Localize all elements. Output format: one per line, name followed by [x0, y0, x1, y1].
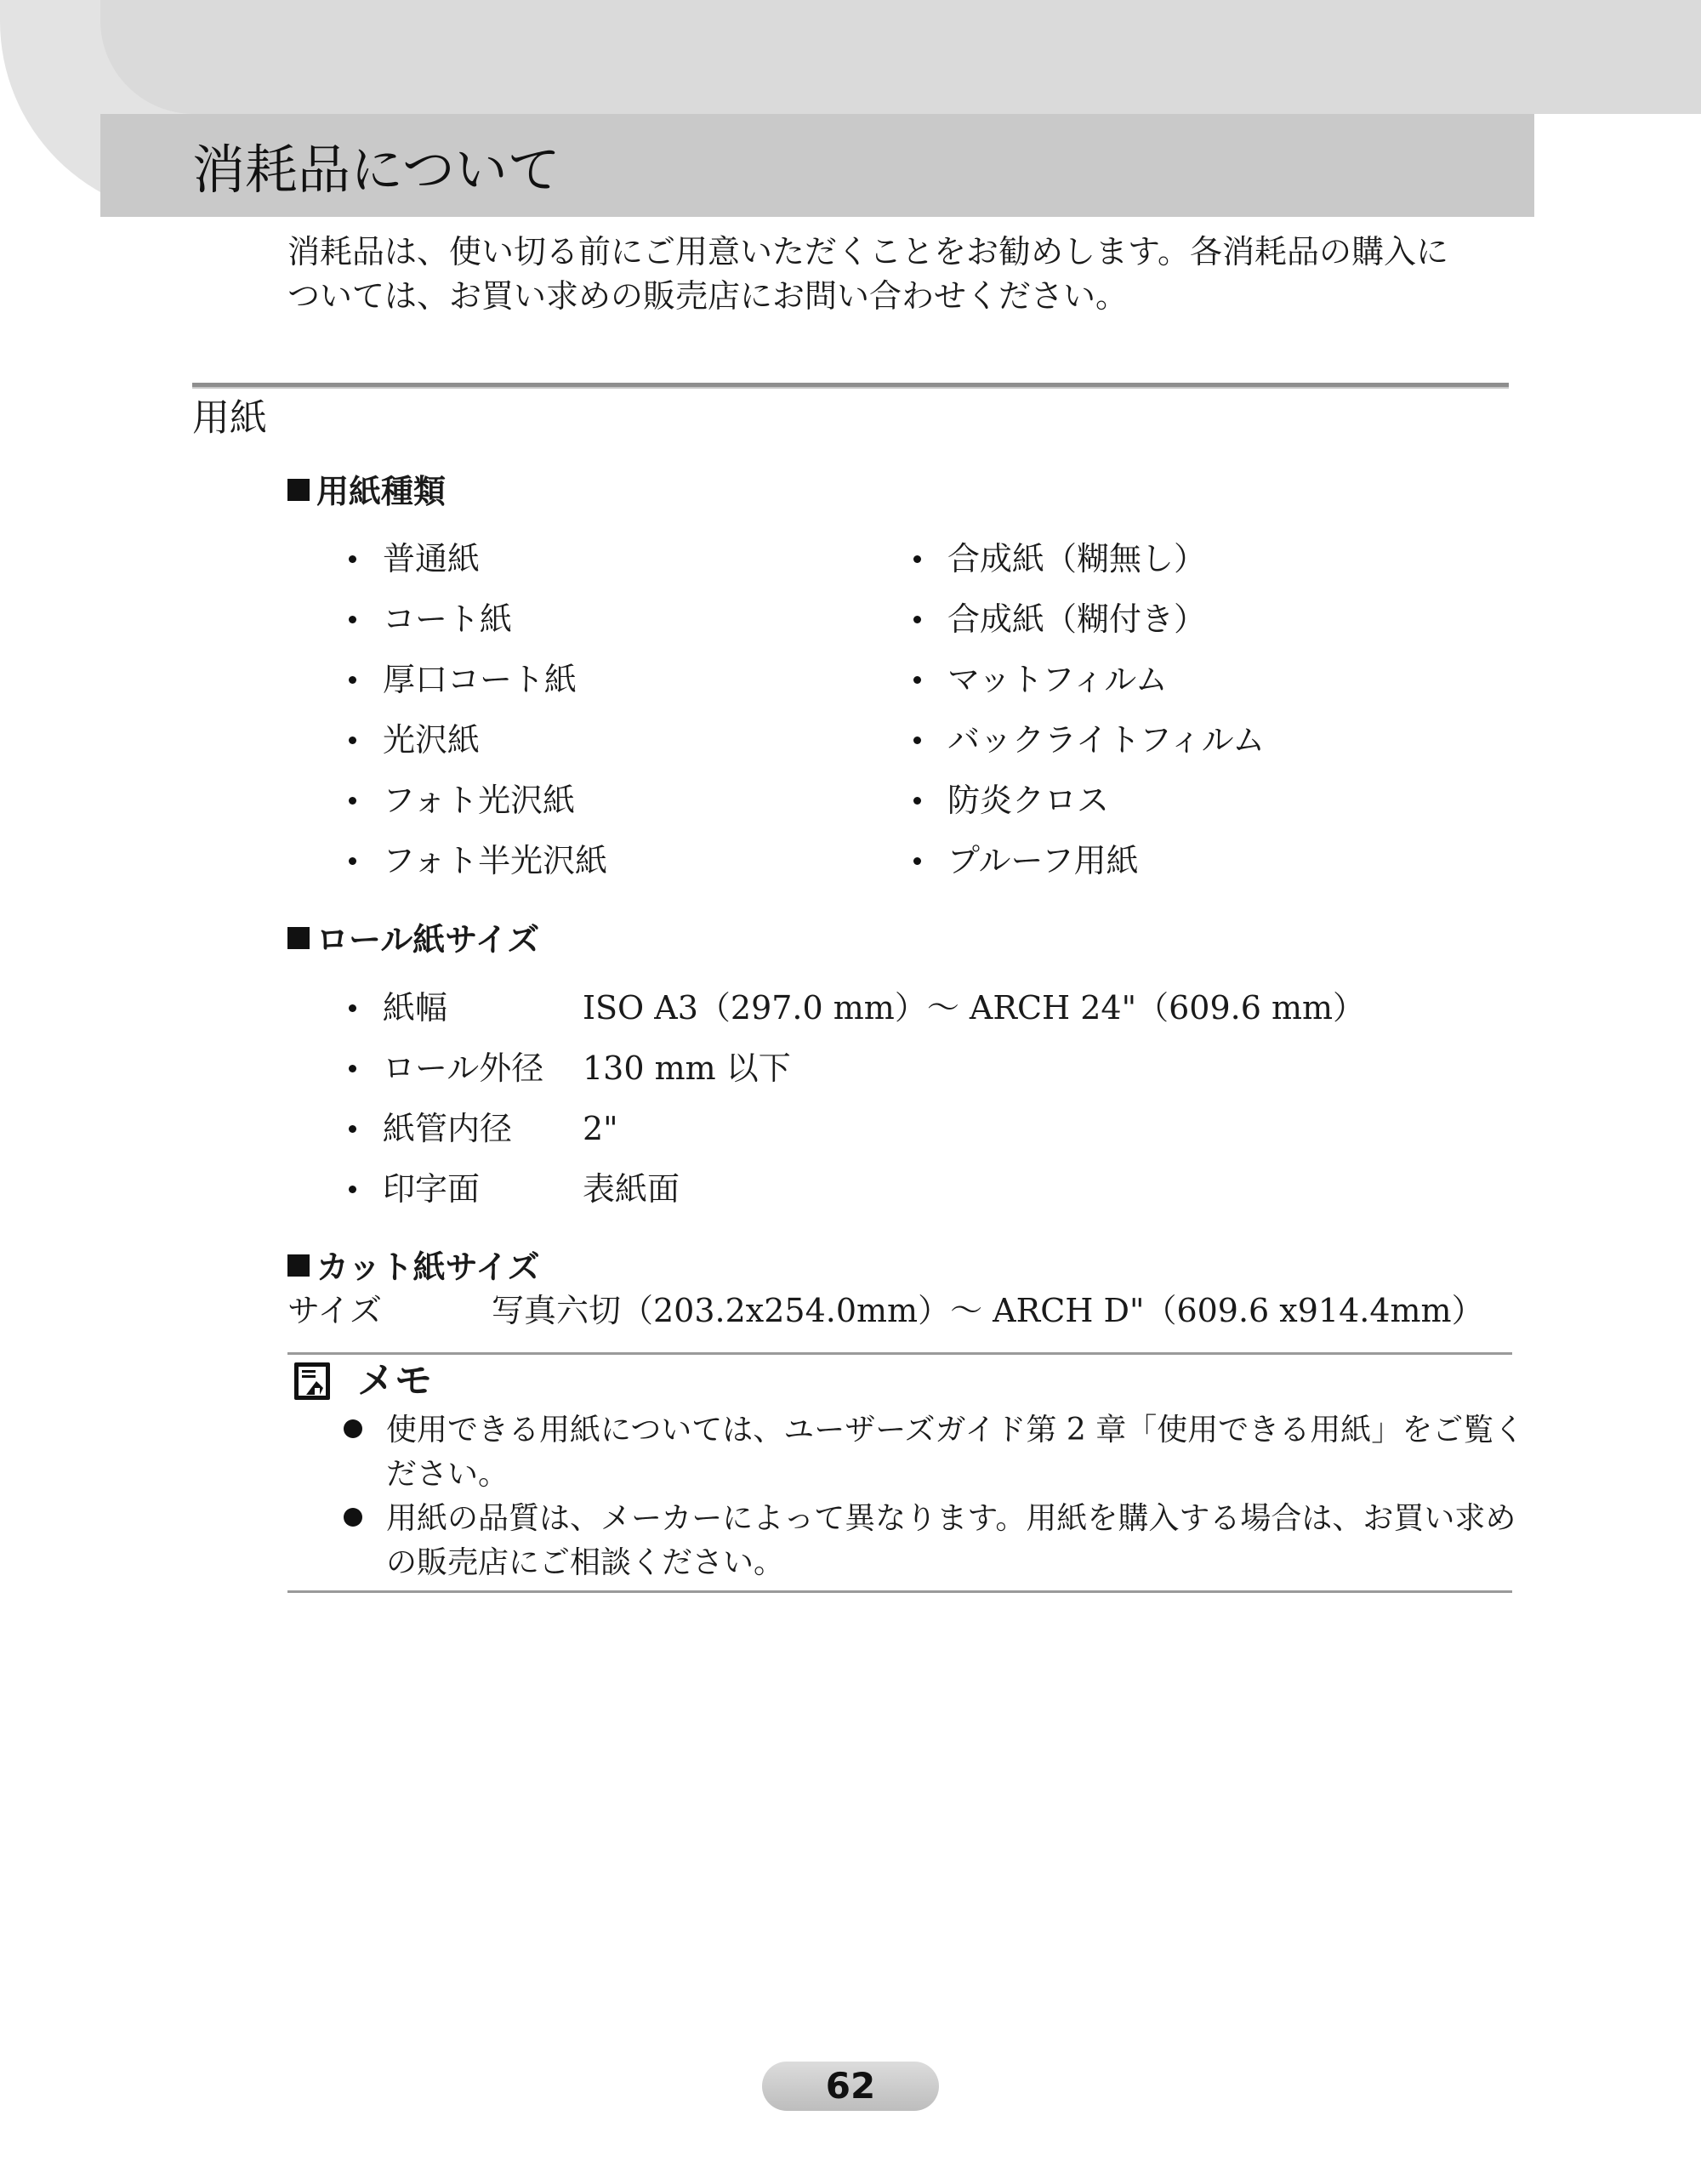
bullet-icon: [342, 1168, 383, 1210]
square-bullet-icon: [287, 927, 310, 949]
list-item: 合成紙（糊付き）: [907, 598, 1265, 640]
memo-label: メモ: [357, 1359, 432, 1402]
list-item: プルーフ用紙: [907, 839, 1265, 882]
cut-size-value: 写真六切（203.2x254.0mm）～ ARCH D"（609.6 x914.4mm）: [492, 1292, 1484, 1329]
list-item: 印字面 表紙面: [342, 1168, 1448, 1210]
cut-size-heading: カット紙サイズ: [287, 1246, 540, 1288]
list-item: 防炎クロス: [907, 779, 1265, 822]
list-item: フォト光沢紙: [342, 779, 607, 822]
list-item: 紙幅 ISO A3（297.0 mm）～ ARCH 24"（609.6 mm）: [342, 987, 1448, 1029]
cut-size-label: サイズ: [287, 1292, 382, 1329]
list-item: バックライトフィルム: [907, 719, 1265, 761]
intro-paragraph: [287, 230, 1495, 318]
bullet-icon: [344, 1419, 362, 1438]
list-item: コート紙: [342, 598, 607, 640]
page-number: 62: [762, 2062, 939, 2111]
list-item: 厚口コート紙: [342, 658, 607, 701]
bullet-icon: [907, 779, 947, 822]
square-bullet-icon: [287, 1254, 310, 1277]
header-top-panel: [100, 0, 1701, 114]
bullet-icon: [907, 537, 947, 580]
memo-item: 使用できる用紙については、ユーザーズガイド第 2 章「使用できる用紙」をご覧く ださい。: [344, 1408, 1517, 1497]
memo-top-rule: [287, 1352, 1512, 1355]
bullet-icon: [907, 598, 947, 640]
list-item: ロール外径 130 mm 以下: [342, 1047, 1448, 1089]
bullet-icon: [342, 598, 383, 640]
paper-types-right-list: [907, 537, 1265, 882]
bullet-icon: [342, 1047, 383, 1089]
paper-types-heading: 用紙種類: [287, 470, 446, 513]
paper-types-left-list: [342, 537, 607, 882]
memo-icon: [294, 1362, 330, 1400]
section-title: 用紙: [192, 396, 267, 440]
memo-bottom-rule: [287, 1590, 1512, 1593]
bullet-icon: [342, 537, 383, 580]
bullet-icon: [907, 719, 947, 761]
header-cutout: [1534, 114, 1701, 217]
list-item: 光沢紙: [342, 719, 607, 761]
bullet-icon: [342, 779, 383, 822]
list-item: マットフィルム: [907, 658, 1265, 701]
bullet-icon: [907, 658, 947, 701]
list-item: フォト半光沢紙: [342, 839, 607, 882]
square-bullet-icon: [287, 479, 310, 501]
roll-size-list: [342, 987, 1448, 1210]
bullet-icon: [344, 1508, 362, 1527]
section-divider: [192, 383, 1509, 389]
bullet-icon: [342, 839, 383, 882]
bullet-icon: [342, 719, 383, 761]
bullet-icon: [342, 987, 383, 1029]
list-item: 合成紙（糊無し）: [907, 537, 1265, 580]
bullet-icon: [907, 839, 947, 882]
list-item: 普通紙: [342, 537, 607, 580]
cut-size-row: [287, 1288, 1484, 1333]
intro-line: 消耗品は、使い切る前にご用意いただくことをお勧めします。各消耗品の購入に: [287, 233, 1448, 270]
list-item: 紙管内径 2": [342, 1107, 1448, 1150]
bullet-icon: [342, 1107, 383, 1150]
memo-item: 用紙の品質は、メーカーによって異なります。用紙を購入する場合は、お買い求め の販売店にご相談ください。: [344, 1497, 1517, 1585]
roll-size-heading: ロール紙サイズ: [287, 919, 539, 961]
intro-line: ついては、お買い求めの販売店にお問い合わせください。: [287, 277, 1129, 315]
page-title: 消耗品について: [192, 139, 560, 201]
bullet-icon: [342, 658, 383, 701]
